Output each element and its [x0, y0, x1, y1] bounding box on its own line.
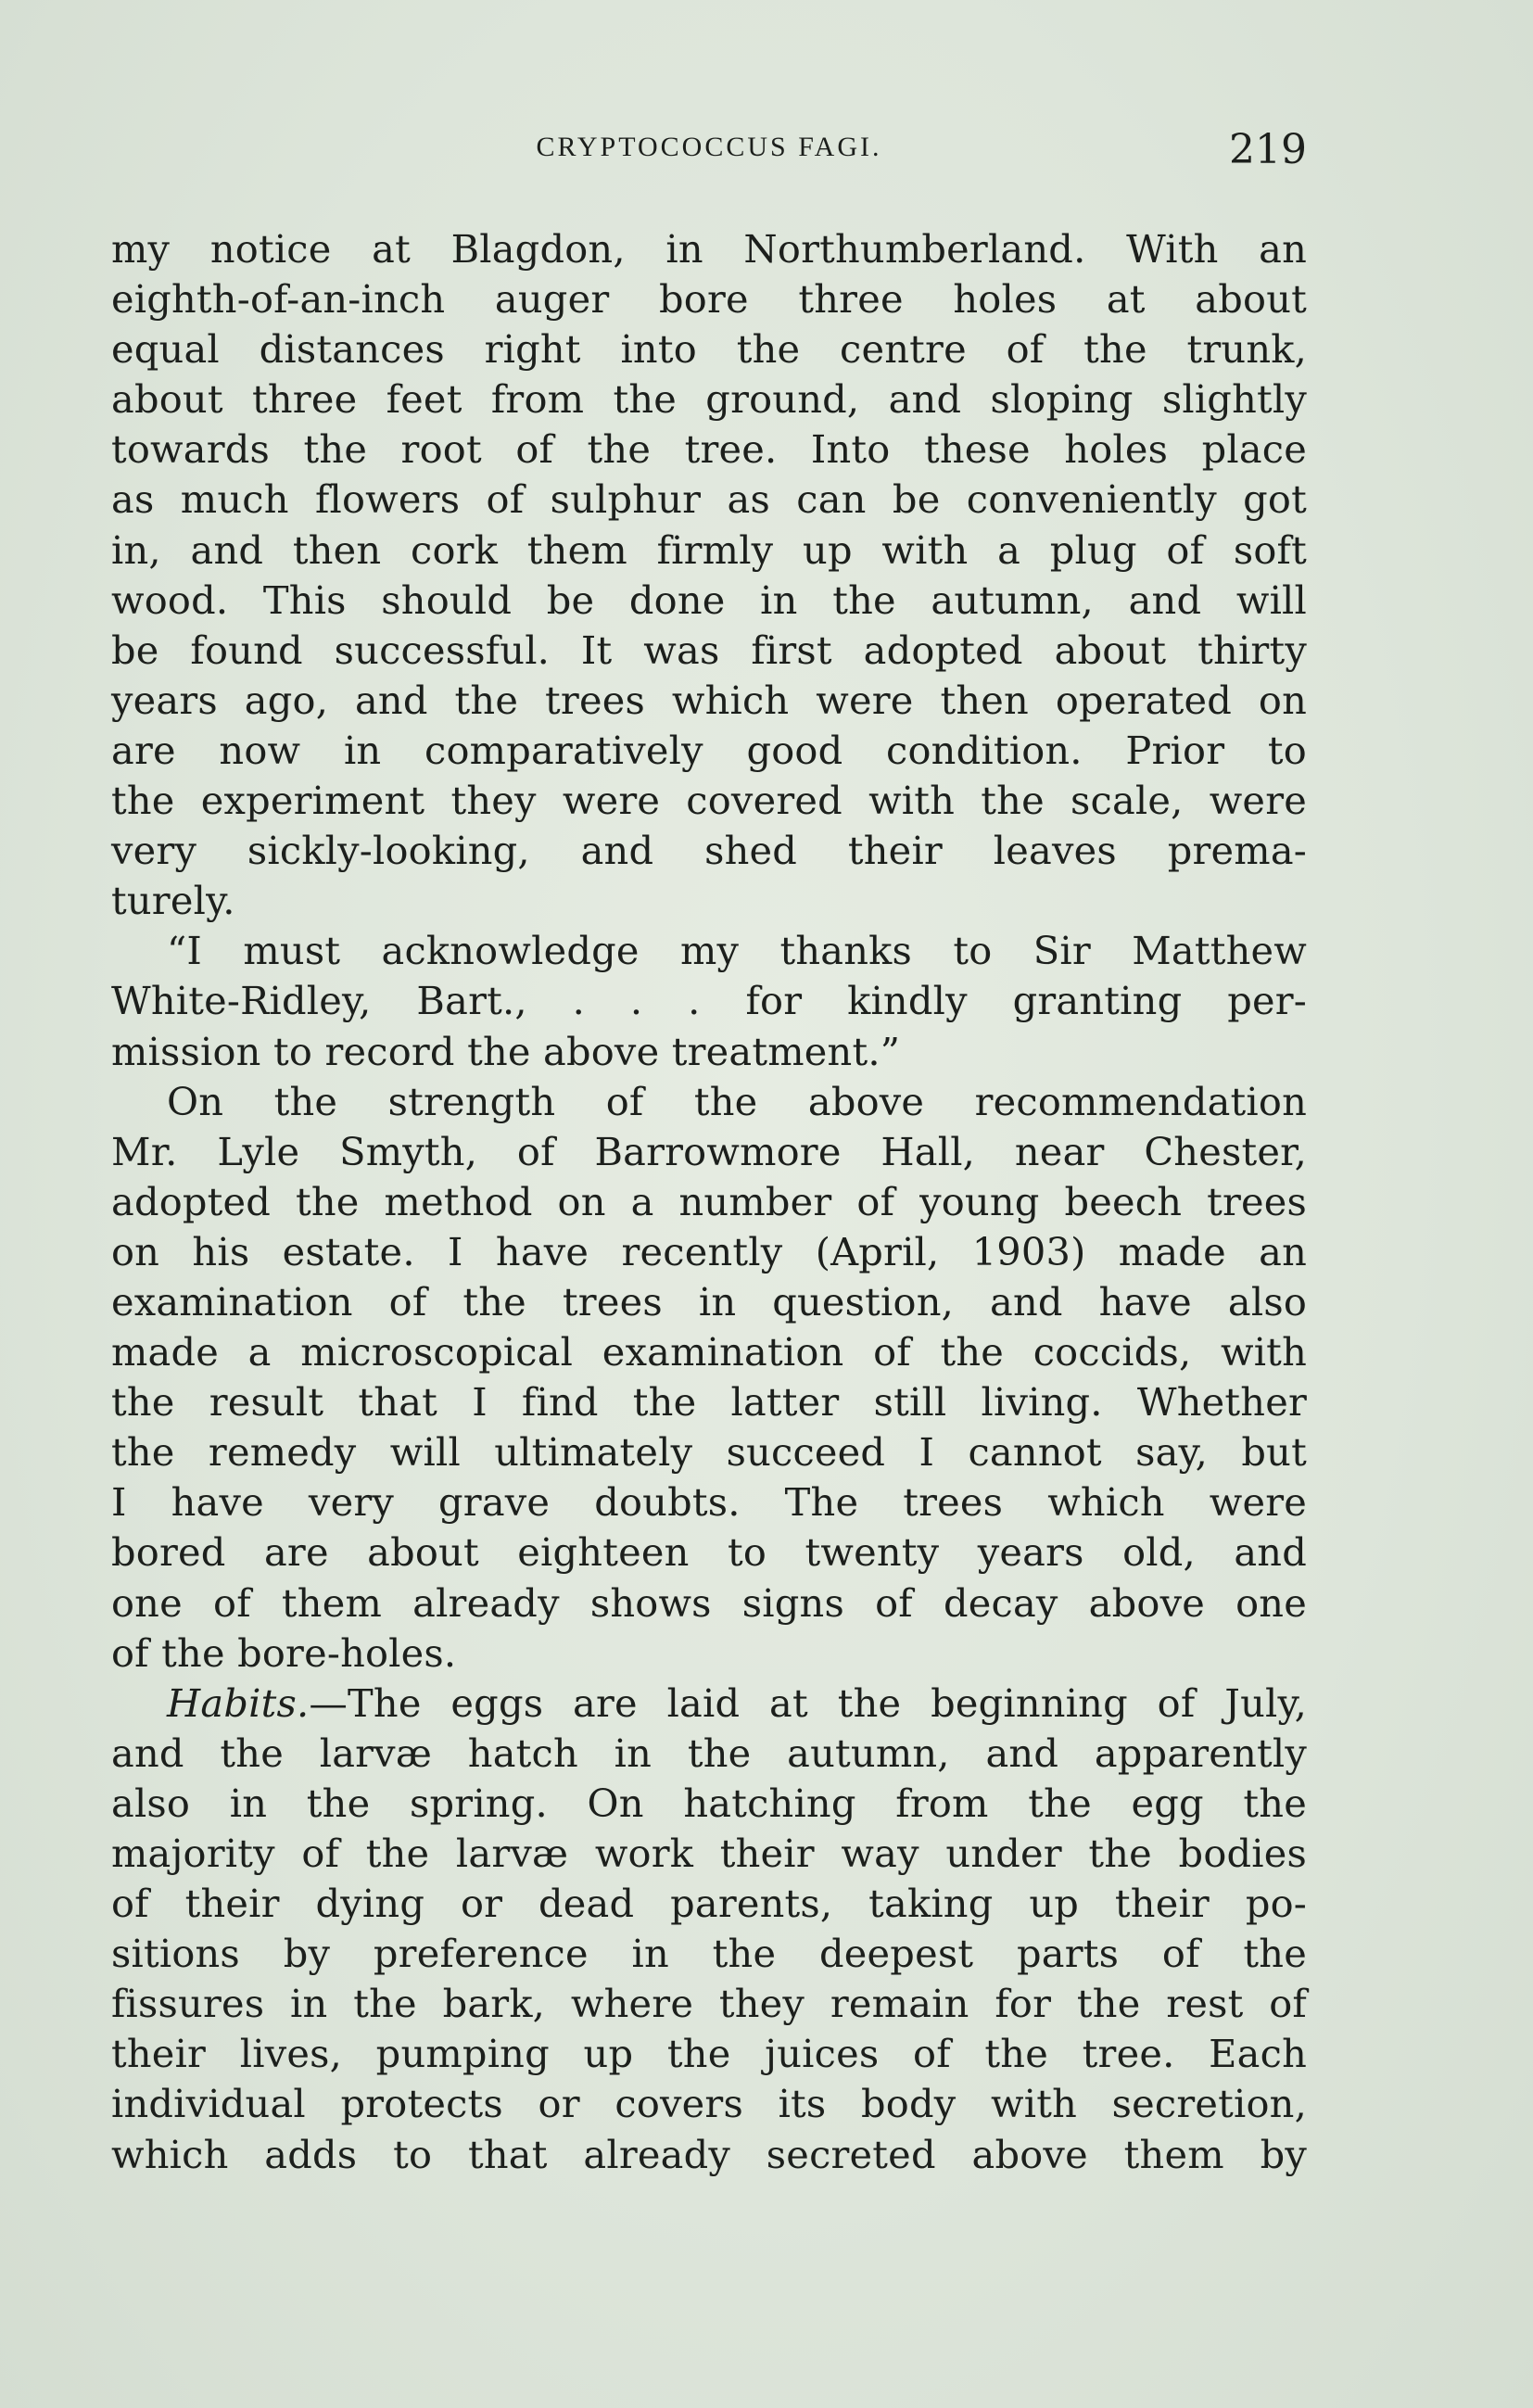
text-line: “I must acknowledge my thanks to Sir Matthew: [167, 928, 1307, 974]
text-line: mission to record the above treatment.”: [111, 1028, 901, 1074]
text-line: on his estate. I have recently (April, 1903) made an: [111, 1228, 1307, 1274]
text-line: eighth-of-an-inch auger bore three holes at about: [111, 276, 1307, 323]
text-line: towards the root of the tree. Into these holes place: [111, 426, 1307, 473]
text-line: [111, 1679, 1307, 1729]
text-line: one of them already shows signs of decay above one: [111, 1579, 1307, 1626]
text-line: made a microscopical examination of the coccids, with: [111, 1329, 1307, 1375]
text-line: my notice at Blagdon, in Northumberland. With an: [111, 226, 1307, 272]
running-title: CRYPTOCOCCUS FAGI.: [536, 132, 882, 162]
text-line: adopted the method on a number of young beech trees: [111, 1178, 1307, 1224]
text-line: of their dying or dead parents, taking up their po-: [111, 1881, 1307, 1927]
text-line-continuation: —The eggs are laid at the beginning of July,: [309, 1679, 1307, 1726]
text-line: individual protects or covers its body with secretion,: [111, 2081, 1307, 2127]
text-line: are now in comparatively good condition. Prior to: [111, 727, 1307, 773]
text-line: I have very grave doubts. The trees which were: [111, 1479, 1307, 1526]
text-line: the result that I find the latter still living. Whether: [111, 1379, 1307, 1426]
text-line: be found successful. It was first adopted about thirty: [111, 627, 1307, 673]
text-line: which adds to that already secreted above them by: [111, 2131, 1307, 2177]
text-line: majority of the larvæ work their way under the bodies: [111, 1831, 1307, 1876]
body-text: [111, 224, 1307, 2180]
text-line: also in the spring. On hatching from the egg the: [111, 1780, 1307, 1826]
text-line: fissures in the bark, where they remain for the rest of: [111, 1981, 1307, 2027]
text-line: the remedy will ultimately succeed I cannot say, but: [111, 1429, 1307, 1476]
text-line: of the bore-holes.: [111, 1629, 457, 1676]
text-line: as much flowers of sulphur as can be conveniently got: [111, 476, 1307, 523]
text-line: bored are about eighteen to twenty years old, and: [111, 1529, 1307, 1576]
text-line: On the strength of the above recommendation: [167, 1078, 1307, 1124]
page-number: 219: [1229, 126, 1307, 173]
running-head: [111, 126, 1307, 182]
text-line: about three feet from the ground, and sloping slightly: [111, 376, 1307, 423]
text-line: Mr. Lyle Smyth, of Barrowmore Hall, near Chester,: [111, 1128, 1307, 1174]
text-line: in, and then cork them firmly up with a plug of soft: [111, 526, 1307, 573]
text-line: sitions by preference in the deepest parts of the: [111, 1931, 1307, 1977]
text-line: White-Ridley, Bart., . . . for kindly granting per-: [111, 978, 1307, 1024]
text-line: their lives, pumping up the juices of the tree. Each: [111, 2031, 1307, 2077]
text-line: and the larvæ hatch in the autumn, and apparently: [111, 1730, 1307, 1776]
text-line: examination of the trees in question, and have also: [111, 1278, 1307, 1324]
text-line: equal distances right into the centre of the trunk,: [111, 326, 1307, 373]
section-lead-in: Habits.: [167, 1679, 310, 1726]
text-line: wood. This should be done in the autumn, and will: [111, 577, 1307, 623]
text-line: turely.: [111, 878, 235, 924]
text-line: years ago, and the trees which were then operated on: [111, 677, 1307, 723]
text-line: the experiment they were covered with the scale, were: [111, 778, 1307, 824]
text-line: very sickly-looking, and shed their leaves prema-: [111, 828, 1307, 874]
